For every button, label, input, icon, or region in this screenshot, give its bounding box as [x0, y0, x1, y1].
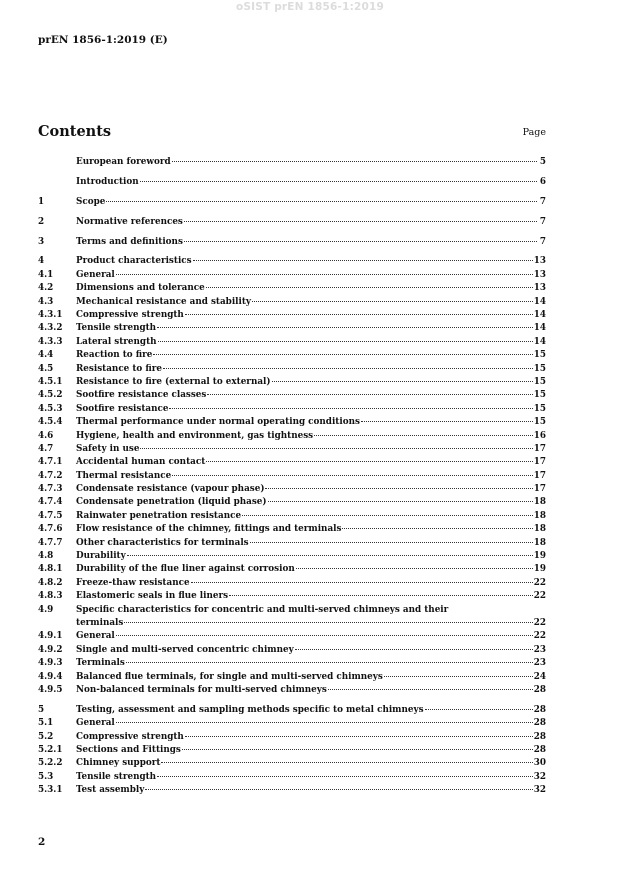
- toc-entry[interactable]: [38, 604, 546, 617]
- toc-entry[interactable]: [38, 363, 546, 376]
- toc-entry-number: 1: [38, 196, 45, 207]
- toc-dot-leader: [169, 408, 532, 409]
- toc-dot-leader: [124, 622, 532, 623]
- toc-entry-title: Resistance to fire: [76, 363, 162, 374]
- toc-dot-leader: [106, 201, 537, 202]
- toc-entry-title: Reaction to fire: [76, 350, 153, 361]
- toc-entry-page: 23: [533, 644, 546, 655]
- toc-entry-title: Introduction: [76, 176, 139, 187]
- toc-entry-number: 5.2: [38, 731, 54, 742]
- toc-entry-page: 15: [533, 350, 546, 361]
- toc-entry[interactable]: [38, 731, 546, 744]
- toc-entry[interactable]: [38, 577, 546, 590]
- document-id: prEN 1856-1:2019 (E): [38, 34, 168, 46]
- toc-dot-leader: [184, 241, 537, 242]
- toc-entry[interactable]: [38, 644, 546, 657]
- toc-entry-title: Hygiene, health and environment, gas tightness: [76, 430, 314, 441]
- toc-entry-number: 4.8.2: [38, 577, 63, 588]
- page-number: 2: [38, 836, 46, 848]
- toc-entry[interactable]: [38, 236, 546, 249]
- toc-entry-title: Specific characteristics for concentric and multi-served chimneys and their: [76, 604, 449, 615]
- toc-entry-page: 14: [533, 323, 546, 334]
- toc-entry[interactable]: [38, 617, 546, 630]
- toc-entry-page: 22: [533, 631, 546, 642]
- toc-entry-title: Terms and definitions: [76, 236, 183, 247]
- toc-entry-page: 22: [533, 591, 546, 602]
- toc-entry-number: 4.9.5: [38, 684, 63, 695]
- toc-entry-title: Safety in use: [76, 443, 140, 454]
- toc-entry-title: General: [76, 718, 115, 729]
- toc-dot-leader: [116, 635, 533, 636]
- toc-dot-leader: [163, 368, 533, 369]
- toc-entry-title: Lateral strength: [76, 336, 157, 347]
- toc-entry-title: General: [76, 631, 115, 642]
- toc-entry-page: 13: [533, 256, 546, 267]
- toc-entry-number: 2: [38, 216, 45, 227]
- toc-dot-leader: [425, 709, 533, 710]
- toc-entry-title: Compressive strength: [76, 310, 184, 321]
- toc-entry[interactable]: [38, 176, 546, 189]
- toc-entry[interactable]: [38, 196, 546, 209]
- toc-entry-title: Chimney support: [76, 758, 161, 769]
- toc-entry-number: 4.5.1: [38, 376, 63, 387]
- toc-entry-page: 15: [533, 403, 546, 414]
- toc-entry[interactable]: [38, 349, 546, 362]
- toc-dot-leader: [206, 287, 533, 288]
- toc-entry-number: 4.5.4: [38, 417, 63, 428]
- toc-dot-leader: [272, 381, 533, 382]
- toc-entry-number: 4.5: [38, 363, 54, 374]
- toc-dot-leader: [184, 221, 537, 222]
- toc-entry-page: 18: [533, 497, 546, 508]
- toc-entry[interactable]: [38, 456, 546, 469]
- toc-entry-number: 4.7.3: [38, 484, 63, 495]
- toc-entry-title: Condensate penetration (liquid phase): [76, 497, 267, 508]
- toc-entry-title: terminals: [76, 618, 124, 628]
- toc-dot-leader: [127, 555, 533, 556]
- toc-entry-number: 4.7.2: [38, 470, 63, 481]
- toc-entry-title: Accidental human contact: [76, 457, 206, 468]
- toc-entry[interactable]: [38, 684, 546, 697]
- toc-entry[interactable]: [38, 416, 546, 429]
- toc-entry[interactable]: [38, 537, 546, 550]
- toc-dot-leader: [182, 749, 533, 750]
- toc-entry-page: 19: [533, 564, 546, 575]
- toc-dot-leader: [206, 461, 532, 462]
- toc-entry[interactable]: [38, 269, 546, 282]
- toc-entry-title: Tensile strength: [76, 323, 157, 334]
- toc-entry-number: 5.3.1: [38, 785, 63, 796]
- toc-entry-page: 23: [533, 658, 546, 669]
- toc-dot-leader: [172, 475, 533, 476]
- toc-entry[interactable]: [38, 657, 546, 670]
- toc-dot-leader: [172, 161, 537, 162]
- toc-entry-number: 5: [38, 704, 45, 715]
- toc-entry-number: 4: [38, 256, 45, 267]
- toc-entry-page: 7: [539, 236, 546, 247]
- toc-dot-leader: [242, 515, 533, 516]
- toc-entry-page: 22: [533, 618, 546, 628]
- toc-entry-title: Mechanical resistance and stability: [76, 296, 252, 307]
- toc-entry[interactable]: [38, 704, 546, 717]
- toc-entry-title: Rainwater penetration resistance: [76, 510, 242, 521]
- toc-entry-page: 28: [533, 704, 546, 715]
- toc-dot-leader: [342, 528, 532, 529]
- toc-dot-leader: [229, 595, 533, 596]
- toc-entry-number: 4.3: [38, 296, 54, 307]
- toc-entry-page: 17: [533, 484, 546, 495]
- toc-entry-number: 4.9: [38, 604, 54, 615]
- toc-entry-number: 4.2: [38, 283, 54, 294]
- toc-dot-leader: [361, 421, 533, 422]
- toc-entry-page: 6: [539, 176, 546, 187]
- toc-entry-number: 5.2.2: [38, 758, 63, 769]
- toc-dot-leader: [140, 181, 537, 182]
- toc-entry-page: 32: [533, 785, 546, 796]
- toc-entry-title: Single and multi-served concentric chimney: [76, 644, 294, 655]
- toc-entry-page: 22: [533, 577, 546, 588]
- toc-dot-leader: [158, 341, 533, 342]
- toc-entry-title: Compressive strength: [76, 731, 184, 742]
- toc-dot-leader: [252, 301, 533, 302]
- toc-entry-title: Sections and Fittings: [76, 745, 181, 756]
- toc-entry-title: Product characteristics: [76, 256, 192, 267]
- toc-entry[interactable]: [38, 550, 546, 563]
- toc-entry[interactable]: [38, 563, 546, 576]
- toc-entry-page: 14: [533, 296, 546, 307]
- toc-entry[interactable]: [38, 470, 546, 483]
- toc-entry-page: 17: [533, 457, 546, 468]
- toc-entry-number: 4.5.3: [38, 403, 63, 414]
- toc-entry-title: Normative references: [76, 216, 183, 227]
- toc-entry-title: Freeze-thaw resistance: [76, 577, 190, 588]
- toc-entry[interactable]: [38, 496, 546, 509]
- toc-entry[interactable]: [38, 156, 546, 169]
- toc-entry-title: General: [76, 269, 115, 280]
- toc-dot-leader: [328, 689, 533, 690]
- toc-entry-number: 4.9.4: [38, 671, 63, 682]
- toc-entry-title: Condensate resistance (vapour phase): [76, 484, 265, 495]
- page-column-label: Page: [522, 127, 546, 138]
- toc-entry[interactable]: [38, 744, 546, 757]
- toc-entry[interactable]: [38, 717, 546, 730]
- toc-entry[interactable]: [38, 376, 546, 389]
- toc-entry-number: 4.7.4: [38, 497, 63, 508]
- toc-entry[interactable]: [38, 523, 546, 536]
- toc-entry[interactable]: [38, 403, 546, 416]
- toc-entry-page: 24: [533, 671, 546, 682]
- toc-dot-leader: [295, 649, 533, 650]
- toc-dot-leader: [145, 789, 532, 790]
- toc-entry-number: 4.4: [38, 350, 54, 361]
- toc-entry-page: 17: [533, 443, 546, 454]
- toc-entry-page: 15: [533, 376, 546, 387]
- toc-entry[interactable]: [38, 282, 546, 295]
- toc-dot-leader: [157, 327, 533, 328]
- toc-entry-title: Durability of the flue liner against corrosion: [76, 564, 295, 575]
- toc-entry[interactable]: [38, 389, 546, 402]
- toc-entry-title: European foreword: [76, 157, 171, 167]
- toc-entry-page: 18: [533, 510, 546, 521]
- toc-dot-leader: [191, 582, 533, 583]
- toc-entry-title: Thermal performance under normal operating conditions: [76, 417, 360, 428]
- table-of-contents: [38, 156, 546, 798]
- toc-entry-number: 4.7.1: [38, 457, 63, 468]
- toc-entry-number: 4.3.1: [38, 310, 63, 321]
- toc-entry-title: Tensile strength: [76, 771, 157, 782]
- toc-entry-title: Elastomeric seals in flue liners: [76, 591, 229, 602]
- toc-dot-leader: [185, 736, 533, 737]
- toc-entry-page: 28: [533, 745, 546, 756]
- toc-entry-page: 15: [533, 417, 546, 428]
- toc-entry-page: 28: [533, 718, 546, 729]
- toc-dot-leader: [265, 488, 532, 489]
- toc-dot-leader: [116, 722, 533, 723]
- toc-entry[interactable]: [38, 443, 546, 456]
- toc-entry-number: 4.7: [38, 443, 54, 454]
- toc-entry[interactable]: [38, 322, 546, 335]
- toc-entry-title: Dimensions and tolerance: [76, 283, 205, 294]
- toc-entry-page: 28: [533, 731, 546, 742]
- contents-heading: Contents: [38, 123, 112, 140]
- toc-entry-title: Durability: [76, 551, 126, 562]
- toc-entry-number: 4.3.2: [38, 323, 63, 334]
- toc-dot-leader: [314, 435, 533, 436]
- toc-entry-title: Test assembly: [76, 785, 145, 796]
- toc-dot-leader: [140, 448, 532, 449]
- toc-entry[interactable]: [38, 309, 546, 322]
- toc-entry-number: 4.1: [38, 269, 54, 280]
- toc-entry-number: 4.6: [38, 430, 54, 441]
- toc-entry-number: 5.2.1: [38, 745, 63, 756]
- toc-entry-title: Sootfire resistance: [76, 403, 169, 414]
- toc-dot-leader: [296, 568, 533, 569]
- toc-entry-number: 4.8: [38, 551, 54, 562]
- toc-entry-number: 4.9.2: [38, 644, 63, 655]
- toc-entry-title: Testing, assessment and sampling methods specific to metal chimneys: [76, 704, 424, 715]
- toc-entry-page: 7: [539, 196, 546, 207]
- toc-entry-number: 4.8.1: [38, 564, 63, 575]
- toc-entry-page: 18: [533, 537, 546, 548]
- toc-entry-page: 13: [533, 269, 546, 280]
- toc-entry[interactable]: [38, 757, 546, 770]
- toc-entry-page: 19: [533, 551, 546, 562]
- toc-entry-page: 15: [533, 363, 546, 374]
- toc-entry[interactable]: [38, 430, 546, 443]
- toc-dot-leader: [161, 762, 532, 763]
- toc-entry-page: 14: [533, 336, 546, 347]
- toc-entry[interactable]: [38, 336, 546, 349]
- toc-entry[interactable]: [38, 255, 546, 268]
- toc-entry-title: Terminals: [76, 658, 125, 669]
- toc-entry-title: Scope: [76, 196, 106, 207]
- toc-entry-page: 7: [539, 216, 546, 227]
- toc-dot-leader: [250, 542, 533, 543]
- toc-entry-title: Other characteristics for terminals: [76, 537, 249, 548]
- toc-entry-number: 4.5.2: [38, 390, 63, 401]
- toc-entry-number: 4.7.5: [38, 510, 63, 521]
- toc-entry-number: 5.3: [38, 771, 54, 782]
- toc-dot-leader: [126, 662, 533, 663]
- toc-entry-title: Resistance to fire (external to external): [76, 376, 271, 387]
- toc-entry-page: 28: [533, 684, 546, 695]
- toc-entry[interactable]: [38, 216, 546, 229]
- toc-entry-page: 16: [533, 430, 546, 441]
- toc-entry-number: 4.8.3: [38, 591, 63, 602]
- toc-entry[interactable]: [38, 590, 546, 603]
- toc-dot-leader: [193, 260, 533, 261]
- toc-entry-number: 4.9.1: [38, 631, 63, 642]
- toc-entry-page: 14: [533, 310, 546, 321]
- toc-entry[interactable]: [38, 510, 546, 523]
- toc-entry-title: Flow resistance of the chimney, fittings and terminals: [76, 524, 342, 535]
- toc-entry-number: 4.7.6: [38, 524, 63, 535]
- toc-entry-title: Sootfire resistance classes: [76, 390, 207, 401]
- toc-entry-title: Thermal resistance: [76, 470, 172, 481]
- toc-entry-page: 13: [533, 283, 546, 294]
- toc-entry-page: 32: [533, 771, 546, 782]
- toc-entry[interactable]: [38, 483, 546, 496]
- toc-entry[interactable]: [38, 784, 546, 797]
- toc-dot-leader: [185, 314, 533, 315]
- toc-entry[interactable]: [38, 296, 546, 309]
- toc-dot-leader: [157, 776, 533, 777]
- toc-dot-leader: [268, 501, 533, 502]
- toc-entry[interactable]: [38, 630, 546, 643]
- toc-dot-leader: [207, 394, 532, 395]
- toc-entry-page: 18: [533, 524, 546, 535]
- watermark: oSIST prEN 1856-1:2019: [235, 1, 385, 13]
- toc-dot-leader: [384, 676, 533, 677]
- toc-entry-page: 5: [539, 157, 546, 167]
- toc-dot-leader: [116, 274, 533, 275]
- toc-entry[interactable]: [38, 771, 546, 784]
- toc-entry-title: Non-balanced terminals for multi-served chimneys: [76, 684, 327, 695]
- toc-entry-title: Balanced flue terminals, for single and multi-served chimneys: [76, 671, 383, 682]
- toc-dot-leader: [153, 354, 532, 355]
- toc-entry-number: 4.9.3: [38, 658, 63, 669]
- toc-entry-number: 4.7.7: [38, 537, 63, 548]
- toc-entry-number: 5.1: [38, 718, 54, 729]
- toc-entry-number: 4.3.3: [38, 336, 63, 347]
- toc-entry-page: 30: [533, 758, 546, 769]
- toc-entry-number: 3: [38, 236, 45, 247]
- toc-entry[interactable]: [38, 671, 546, 684]
- toc-entry-page: 17: [533, 470, 546, 481]
- toc-entry-page: 15: [533, 390, 546, 401]
